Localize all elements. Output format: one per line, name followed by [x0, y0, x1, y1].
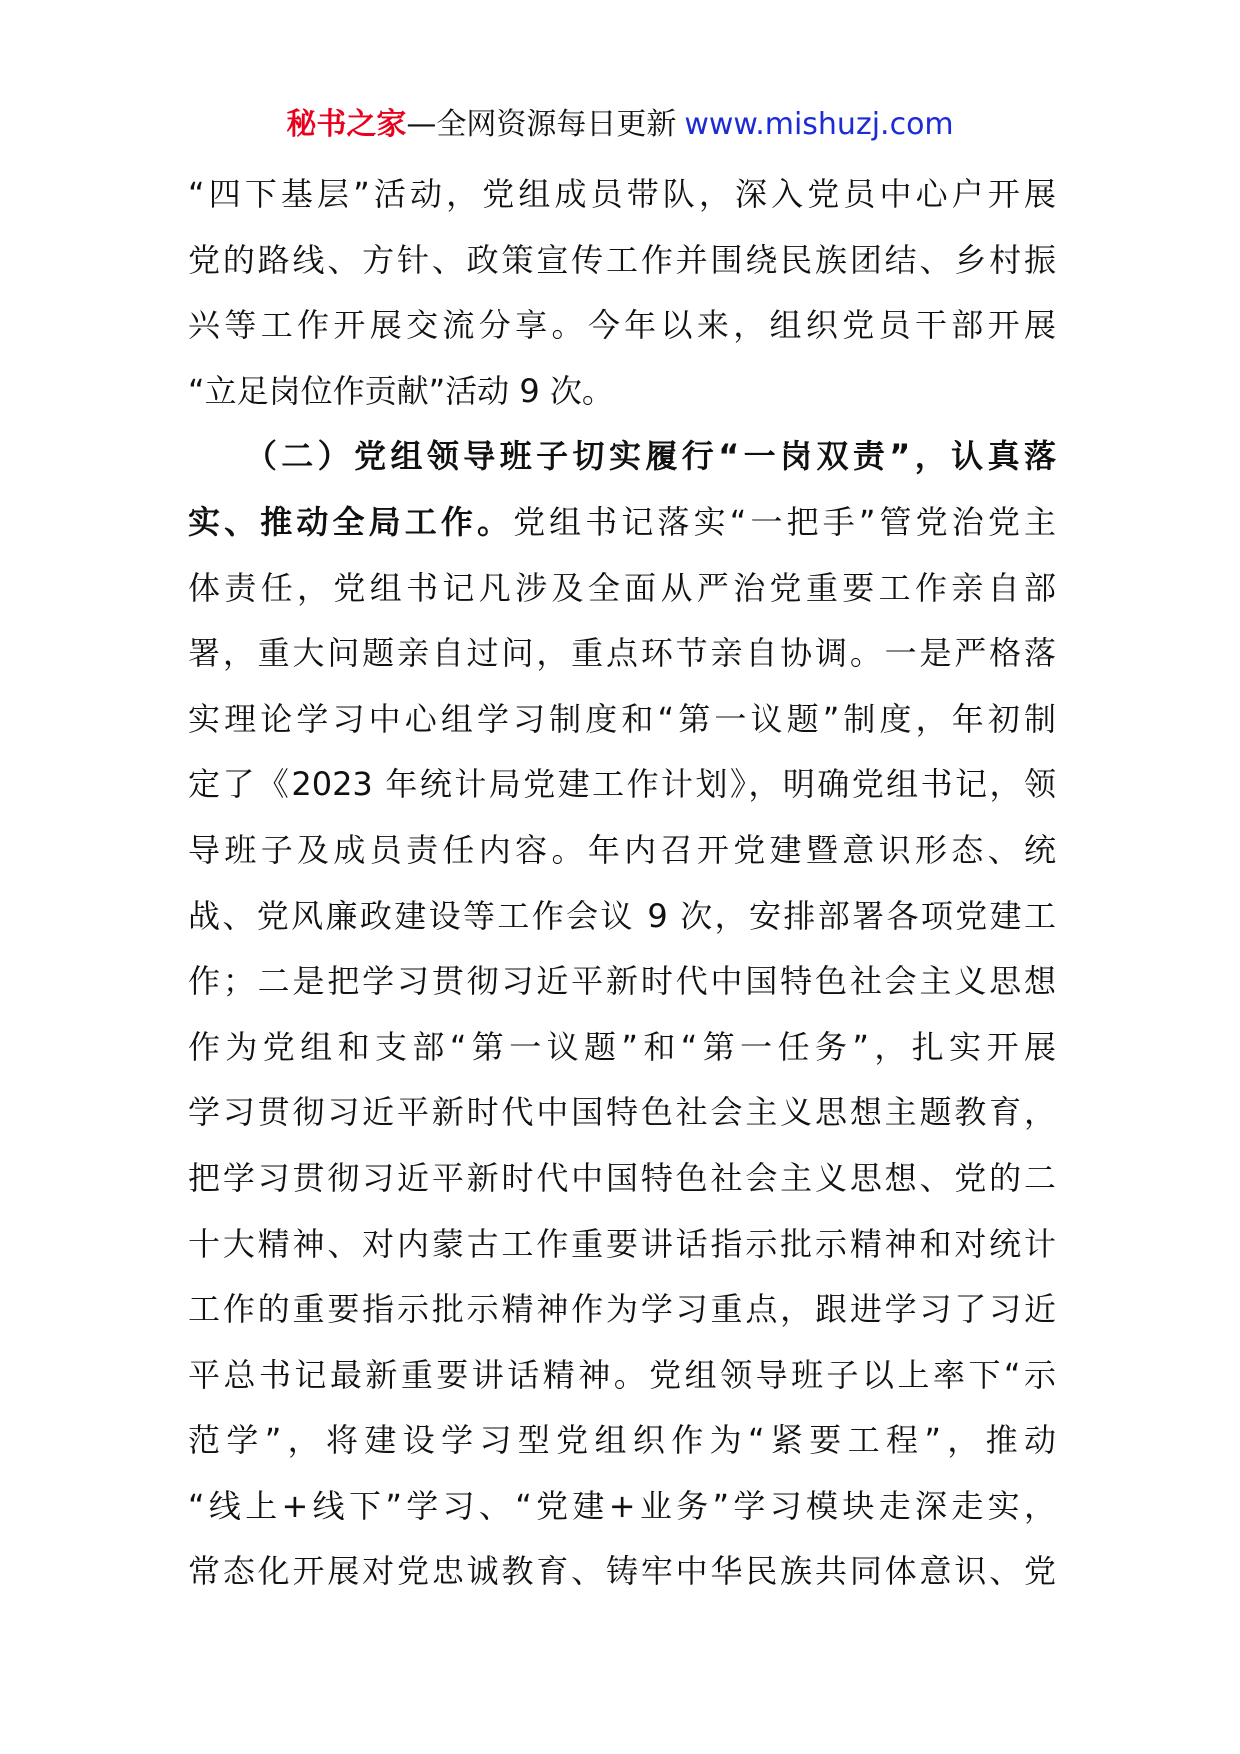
- line-text: 党组书记落实“一把手”管党治党主: [513, 502, 1056, 541]
- line-text: 署，重大问题亲自过问，重点环节亲自协调。一是严格落: [188, 634, 1056, 673]
- text-line: [188, 1080, 1056, 1146]
- text-line: [188, 1474, 1056, 1540]
- text-line: [188, 687, 1056, 753]
- text-line: [188, 228, 1056, 294]
- bold-heading-text: （二）党组领导班子切实履行“一岗双责”，认真落: [188, 437, 1056, 476]
- text-line: [188, 490, 1056, 556]
- text-line: [188, 1212, 1056, 1278]
- text-line: [188, 556, 1056, 622]
- page-header: [0, 100, 1240, 150]
- line-text: 范学”，将建设学习型党组织作为“紧要工程”，推动: [188, 1421, 1056, 1460]
- header-tagline: —全网资源每日更新: [406, 107, 677, 142]
- text-line: [188, 621, 1056, 687]
- text-line: [188, 359, 1056, 425]
- text-line: [188, 752, 1056, 818]
- line-text: “立足岗位作贡献”活动 9 次。: [188, 371, 614, 410]
- line-text: 党的路线、方针、政策宣传工作并围绕民族团结、乡村振: [188, 240, 1056, 279]
- text-line: [188, 818, 1056, 884]
- line-text: 战、党风廉政建设等工作会议 9 次，安排部署各项党建工: [188, 896, 1056, 935]
- line-text: 定了《2023 年统计局党建工作计划》，明确党组书记，领: [188, 765, 1056, 804]
- line-text: 学习贯彻习近平新时代中国特色社会主义思想主题教育，: [188, 1093, 1056, 1132]
- line-text: 把学习贯彻习近平新时代中国特色社会主义思想、党的二: [188, 1158, 1056, 1197]
- text-line: [188, 949, 1056, 1015]
- line-text: 工作的重要指示批示精神作为学习重点，跟进学习了习近: [188, 1290, 1056, 1329]
- text-line: [188, 1146, 1056, 1212]
- line-text: 十大精神、对内蒙古工作重要讲话指示批示精神和对统计: [188, 1224, 1056, 1263]
- text-line: [188, 1343, 1056, 1409]
- brand-name: 秘书之家: [286, 107, 407, 142]
- text-line: [188, 162, 1056, 228]
- text-line: [188, 1277, 1056, 1343]
- text-line: [188, 424, 1056, 490]
- text-line: [188, 1539, 1056, 1605]
- line-text: 作为党组和支部“第一议题”和“第一任务”，扎实开展: [188, 1027, 1056, 1066]
- bold-heading-text: 实、推动全局工作。: [188, 502, 514, 541]
- line-text: 实理论学习中心组学习制度和“第一议题”制度，年初制: [188, 699, 1056, 738]
- line-text: 体责任，党组书记凡涉及全面从严治党重要工作亲自部: [188, 568, 1056, 607]
- line-text: “四下基层”活动，党组成员带队，深入党员中心户开展: [188, 175, 1056, 213]
- line-text: 作；二是把学习贯彻习近平新时代中国特色社会主义思想: [188, 962, 1056, 1001]
- text-line: [188, 1408, 1056, 1474]
- text-line: [188, 293, 1056, 359]
- line-text: 兴等工作开展交流分享。今年以来，组织党员干部开展: [188, 306, 1056, 345]
- site-url-link[interactable]: www.mishuzj.com: [684, 107, 954, 142]
- text-line: [188, 1015, 1056, 1081]
- line-text: “线上+线下”学习、“党建+业务”学习模块走深走实，: [188, 1486, 1056, 1525]
- text-line: [188, 884, 1056, 950]
- line-text: 导班子及成员责任内容。年内召开党建暨意识形态、统: [188, 830, 1056, 869]
- line-text: 平总书记最新重要讲话精神。党组领导班子以上率下“示: [188, 1355, 1056, 1394]
- document-body: [188, 162, 1056, 1605]
- line-text: 常态化开展对党忠诚教育、铸牢中华民族共同体意识、党: [188, 1552, 1056, 1591]
